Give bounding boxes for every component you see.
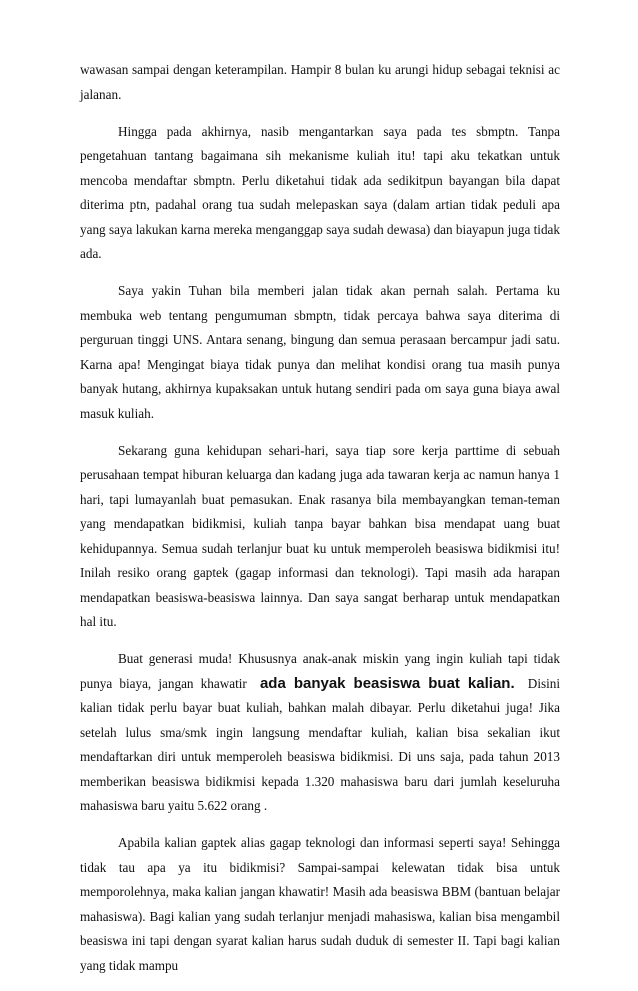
document-page: [80, 58, 560, 991]
paragraph-text-after-emphasis: Disini kalian tidak perlu bayar buat kuliah, bahkan malah dibayar. Perlu diketahui juga! Jika setelah lulus sma/smk ingin langsung mendaftar kuliah, kalian bisa sekalian ikut mendaftarkan diri untuk memperoleh beasiswa bidikmisi. Di uns saja, pada tahun 2013 memberikan beasiswa bidikmisi kepada 1.320 mahasiswa baru dari jumlah keseluruha mahasiswa baru yaitu 5.622 orang .: [80, 675, 561, 813]
paragraph-text-before-emphasis: Buat generasi muda! Khususnya anak-anak miskin yang ingin kuliah tapi tidak punya biaya, jangan khawatir: [80, 651, 560, 691]
paragraph-young-generation: [80, 647, 560, 819]
emphasized-scholarship-text: ada banyak beasiswa buat kalian.: [259, 674, 515, 692]
paragraph-accepted-uns: Saya yakin Tuhan bila memberi jalan tidak akan pernah salah. Pertama ku membuka web tentang pengumuman sbmptn, tidak percaya bahwa saya diterima di perguruan tinggi UNS. Antara senang, bingung dan semua perasaan bercampur jadi satu. Karna apa! Mengingat biaya tidak punya dan melihat kondisi orang tua masih punya banyak hutang, akhirnya kupaksakan untuk hutang sendiri pada om saya guna biaya awal masuk kuliah.: [80, 283, 560, 421]
paragraph-continuation: wawasan sampai dengan keterampilan. Hampir 8 bulan ku arungi hidup sebagai teknisi ac jalanan.: [80, 62, 560, 102]
paragraph-sbmptn-test: Hingga pada akhirnya, nasib mengantarkan saya pada tes sbmptn. Tanpa pengetahuan tantang bagaimana sih mekanisme kuliah itu! tapi aku tekatkan untuk mencoba mendaftar sbmptn. Perlu diketahui tidak ada sedikitpun bayangan bila dapat diterima ptn, padahal orang tua sudah melepaskan saya (dalam artian tidak peduli apa yang saya lakukan karna mereka menganggap saya sudah dewasa) dan biayapun juga tidak ada.: [80, 123, 560, 261]
paragraph-daily-life: Sekarang guna kehidupan sehari-hari, saya tiap sore kerja parttime di sebuah perusahaan tempat hiburan keluarga dan kadang juga ada tawaran kerja ac namun hanya 1 hari, tapi lumayanlah buat pemasukan. Enak rasanya bila membayangkan teman-teman yang mendapatkan bidikmisi, kuliah tanpa bayar bahkan bisa mendapat uang buat kehidupannya. Semua sudah terlanjur buat ku untuk memperoleh beasiswa bidikmisi itu! Inilah resiko orang gaptek (gagap informasi dan teknologi). Tapi masih ada harapan mendapatkan beasiswa-beasiswa lainnya. Dan saya sangat berharap untuk mendapatkan hal itu.: [80, 442, 560, 629]
paragraph-bbm-scholarship: Apabila kalian gaptek alias gagap teknologi dan informasi seperti saya! Sehingga tidak tau apa ya itu bidikmisi? Sampai-sampai kelewatan tidak bisa untuk memporolehnya, maka kalian jangan khawatir! Masih ada beasiswa BBM (bantuan belajar mahasiswa). Bagi kalian yang sudah terlanjur menjadi mahasiswa, kalian bisa mengambil beasiswa ini tapi dengan syarat kalian harus sudah duduk di semester II. Tapi bagi kalian yang tidak mampu: [80, 835, 560, 973]
